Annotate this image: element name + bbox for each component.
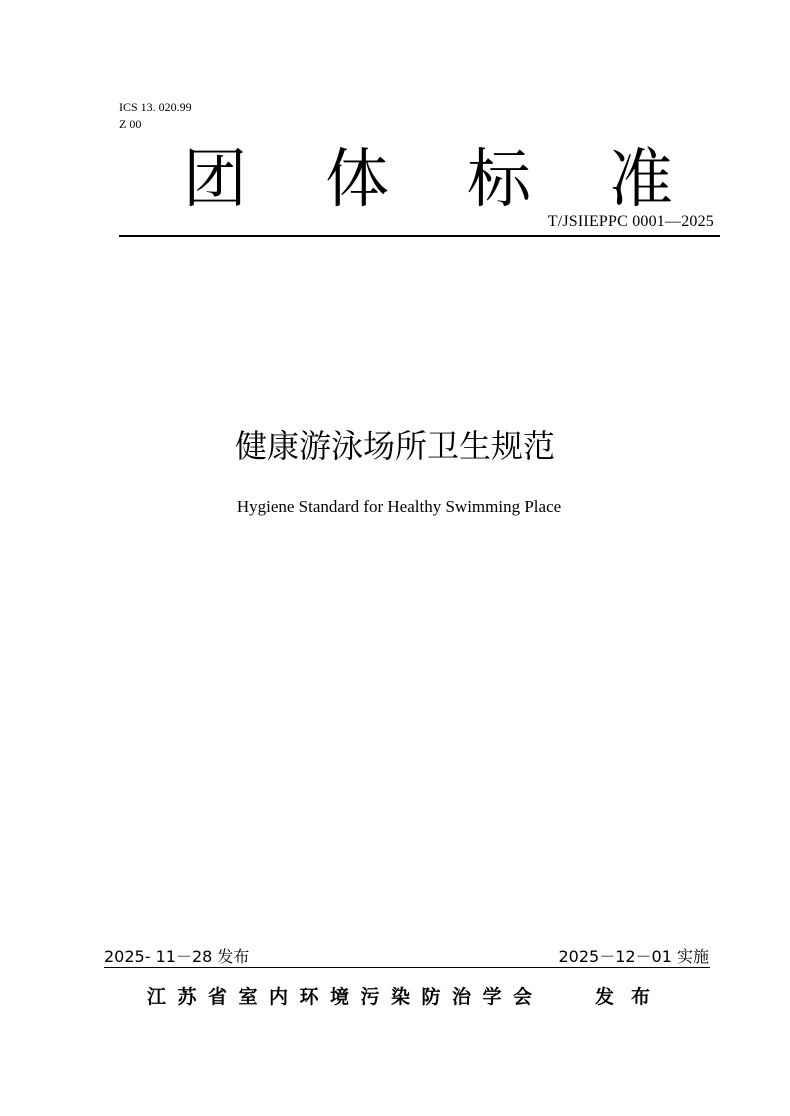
heading-char-2: 体	[325, 143, 389, 217]
ccs-code: Z 00	[119, 117, 142, 131]
date-row	[104, 946, 709, 968]
implementation-date: 2025－12－01 实施	[558, 947, 709, 966]
footer-divider	[104, 967, 710, 968]
heading-char-3: 标	[467, 143, 531, 217]
publisher-name: 江苏省室内环境污染防治学会	[147, 986, 544, 1008]
standard-number: T/JSIIEPPC 0001—2025	[547, 213, 714, 230]
release-date: 2025- 11－28 发布	[104, 947, 250, 966]
ics-code: ICS 13. 020.99	[119, 100, 192, 114]
header-divider	[119, 235, 720, 237]
heading-char-4: 准	[609, 143, 673, 217]
standard-type-heading	[183, 140, 673, 220]
classification-block	[119, 99, 192, 133]
publish-label: 发布	[594, 986, 667, 1008]
document-title-cn: 健康游泳场所卫生规范	[234, 427, 555, 465]
publisher-line	[147, 983, 667, 1011]
document-title-en: Hygiene Standard for Healthy Swimming Place	[236, 497, 562, 516]
heading-char-1: 团	[183, 143, 247, 217]
